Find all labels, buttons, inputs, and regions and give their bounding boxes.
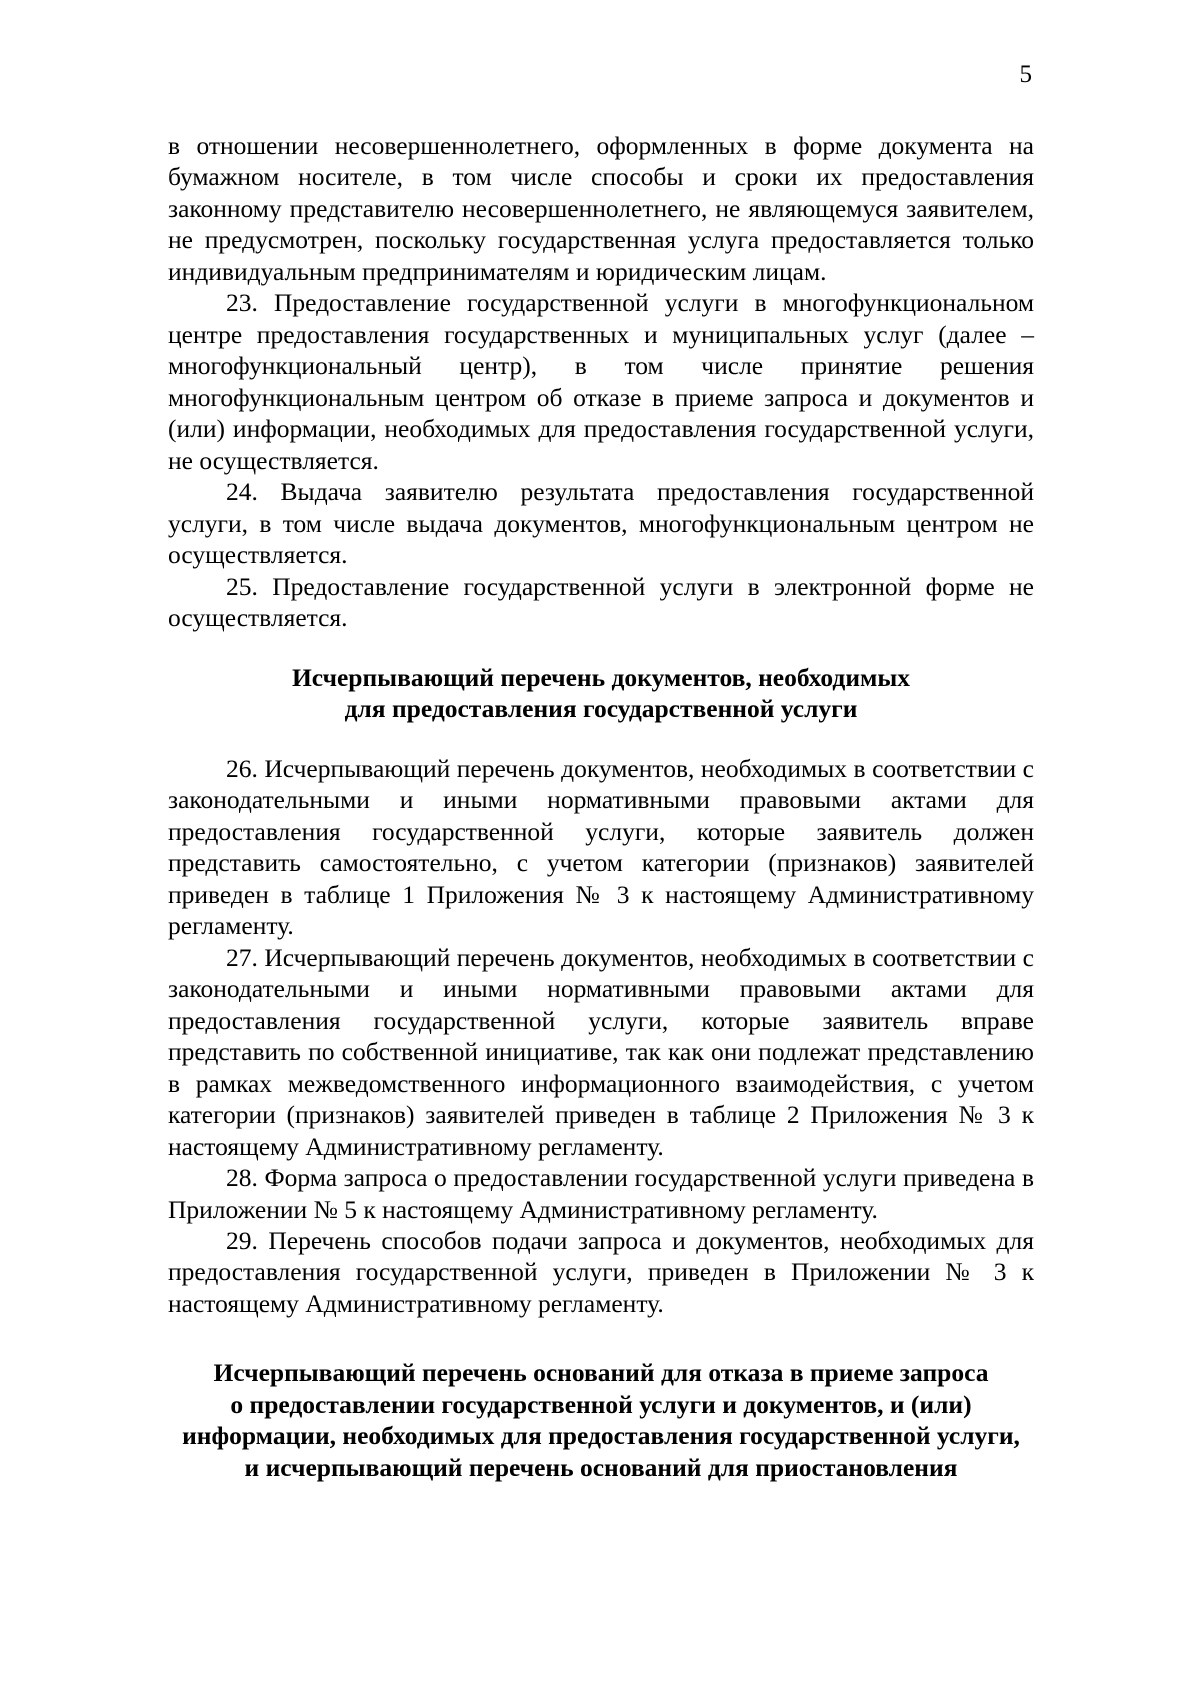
paragraph-28: 28. Форма запроса о предоставлении государственной услуги приведена в Приложении № 5 к настоящему Административному регламенту. bbox=[168, 1163, 1034, 1224]
paragraph-25: 25. Предоставление государственной услуги в электронной форме не осуществляется. bbox=[168, 571, 1034, 633]
paragraph-23: 23. Предоставление государственной услуги в многофункциональном центре предоставления государственных и муниципальных услуг (далее – многофункциональный центр), в том числе принятие решения многофункциональным центром об отказе в приеме запроса и документов и (или) информации, необходимых для предоставления государственной услуги, не осуществляется. bbox=[168, 288, 1034, 475]
paragraph-29: 29. Перечень способов подачи запроса и документов, необходимых для предоставления государственной услуги, приведен в Приложении № 3 к настоящему Административному регламенту. bbox=[168, 1225, 1034, 1318]
paragraph-continued: в отношении несовершеннолетнего, оформленных в форме документа на бумажном носителе, в том числе способы и сроки их предоставления законному представителю несовершеннолетнего, не являющемуся заявителем, не предусмотрен, поскольку государственная услуга предоставляется только индивидуальным предпринимателям и юридическим лицам. bbox=[168, 131, 1034, 286]
spacer bbox=[168, 725, 1034, 753]
spacer bbox=[168, 1319, 1034, 1357]
section-heading-documents-line2: для предоставления государственной услуги bbox=[344, 694, 858, 724]
section-heading-refusal-line3: информации, необходимых для предоставления государственной услуги, bbox=[182, 1421, 1020, 1451]
section-heading-documents-line1: Исчерпывающий перечень документов, необходимых bbox=[291, 662, 911, 692]
paragraph-26: 26. Исчерпывающий перечень документов, необходимых в соответствии с законодательными и иными нормативными правовыми актами для предоставления государственной услуги, которые заявитель должен представить самостоятельно, с учетом категории (признаков) заявителей приведен в таблице 1 Приложения № 3 к настоящему Административному регламенту. bbox=[168, 753, 1034, 941]
section-heading-refusal-line4: и исчерпывающий перечень оснований для приостановления bbox=[244, 1452, 958, 1482]
section-heading-refusal-line2: о предоставлении государственной услуги и документов, и (или) bbox=[230, 1389, 972, 1419]
page-number: 5 bbox=[1019, 61, 1032, 88]
section-heading-refusal-line1: Исчерпывающий перечень оснований для отказа в приеме запроса bbox=[213, 1358, 989, 1388]
paragraph-24: 24. Выдача заявителю результата предоставления государственной услуги, в том числе выдача документов, многофункциональным центром не осуществляется. bbox=[168, 477, 1034, 570]
page-content bbox=[168, 130, 1034, 1483]
paragraph-27: 27. Исчерпывающий перечень документов, необходимых в соответствии с законодательными и иными нормативными правовыми актами для предоставления государственной услуги, которые заявитель вправе представить по собственной инициативе, так как они подлежат представлению в рамках межведомственного информационного взаимодействия, с учетом категории (признаков) заявителей приведен в таблице 2 Приложения № 3 к настоящему Административному регламенту. bbox=[168, 942, 1034, 1161]
spacer bbox=[168, 634, 1034, 662]
